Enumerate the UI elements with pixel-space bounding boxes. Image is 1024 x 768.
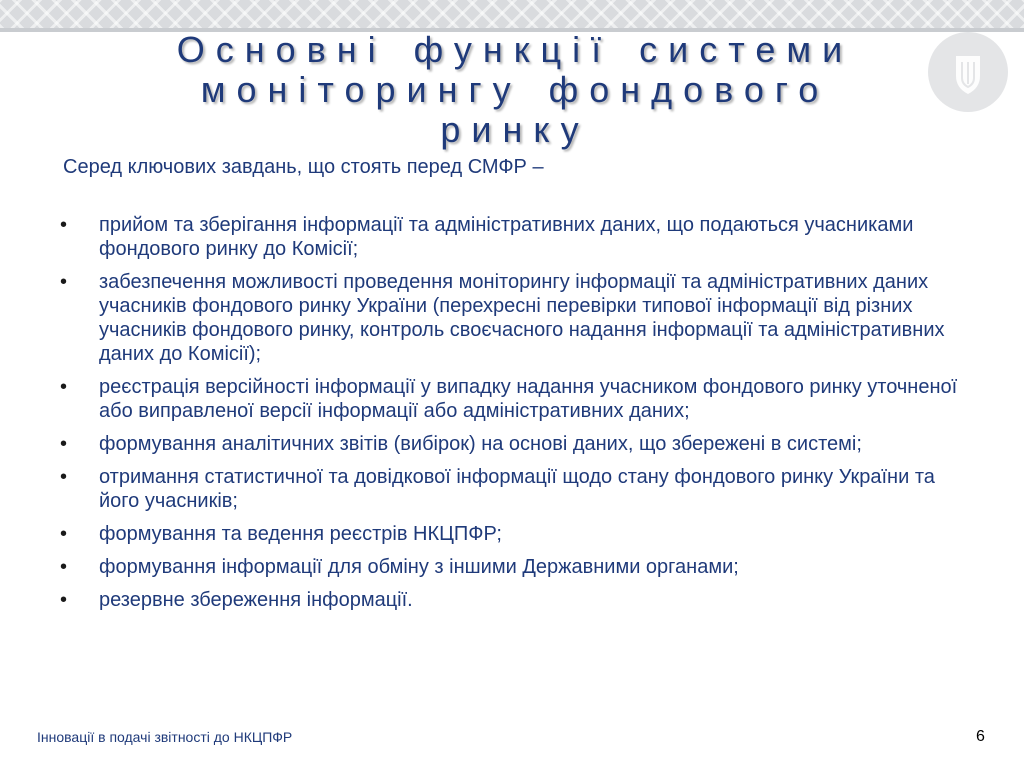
list-item xyxy=(60,522,965,546)
slide-title: Основні функції системи моніторингу фондового ринку xyxy=(176,29,854,150)
list-item-text: отримання статистичної та довідкової інформації щодо стану фондового ринку України та його учасників; xyxy=(99,466,935,512)
bullet-marker: • xyxy=(60,589,68,611)
bullet-list xyxy=(60,213,965,621)
bullet-marker: • xyxy=(60,466,68,488)
list-item xyxy=(60,555,965,579)
list-item xyxy=(60,432,965,456)
bullet-marker: • xyxy=(60,214,68,236)
bullet-marker: • xyxy=(60,433,68,455)
list-item-text: прийом та зберігання інформації та адміністративних даних, що подаються учасниками фондового ринку до Комісії; xyxy=(99,214,914,260)
footer-caption: Інновації в подачі звітності до НКЦПФР xyxy=(37,729,293,745)
list-item xyxy=(60,270,965,366)
list-item xyxy=(60,213,965,261)
list-item-text: формування аналітичних звітів (вибірок) на основі даних, що збережені в системі; xyxy=(99,433,862,455)
decorative-top-band xyxy=(0,0,1024,28)
bullet-marker: • xyxy=(60,376,68,398)
bullet-marker: • xyxy=(60,556,68,578)
intro-text: Серед ключових завдань, що стоять перед СМФР – xyxy=(63,156,544,178)
list-item-text: забезпечення можливості проведення моніторингу інформації та адміністративних даних учасників фондового ринку України (перехресні перевірки типової інформації від різних учасників фондового ринку, контроль своєчасного надання інформації та адміністративних даних до Комісії); xyxy=(99,271,945,365)
list-item-text: формування та ведення реєстрів НКЦПФР; xyxy=(99,523,502,545)
list-item xyxy=(60,588,965,612)
list-item-text: резервне збереження інформації. xyxy=(99,589,413,611)
list-item xyxy=(60,465,965,513)
list-item-text: формування інформації для обміну з іншими Державними органами; xyxy=(99,556,739,578)
bullet-marker: • xyxy=(60,523,68,545)
list-item xyxy=(60,375,965,423)
trident-emblem-icon xyxy=(928,32,1008,112)
page-number: 6 xyxy=(976,728,985,745)
bullet-marker: • xyxy=(60,271,68,293)
list-item-text: реєстрація версійності інформації у випадку надання учасником фондового ринку уточненої або виправленої версії інформації або адміністративних даних; xyxy=(99,376,958,422)
